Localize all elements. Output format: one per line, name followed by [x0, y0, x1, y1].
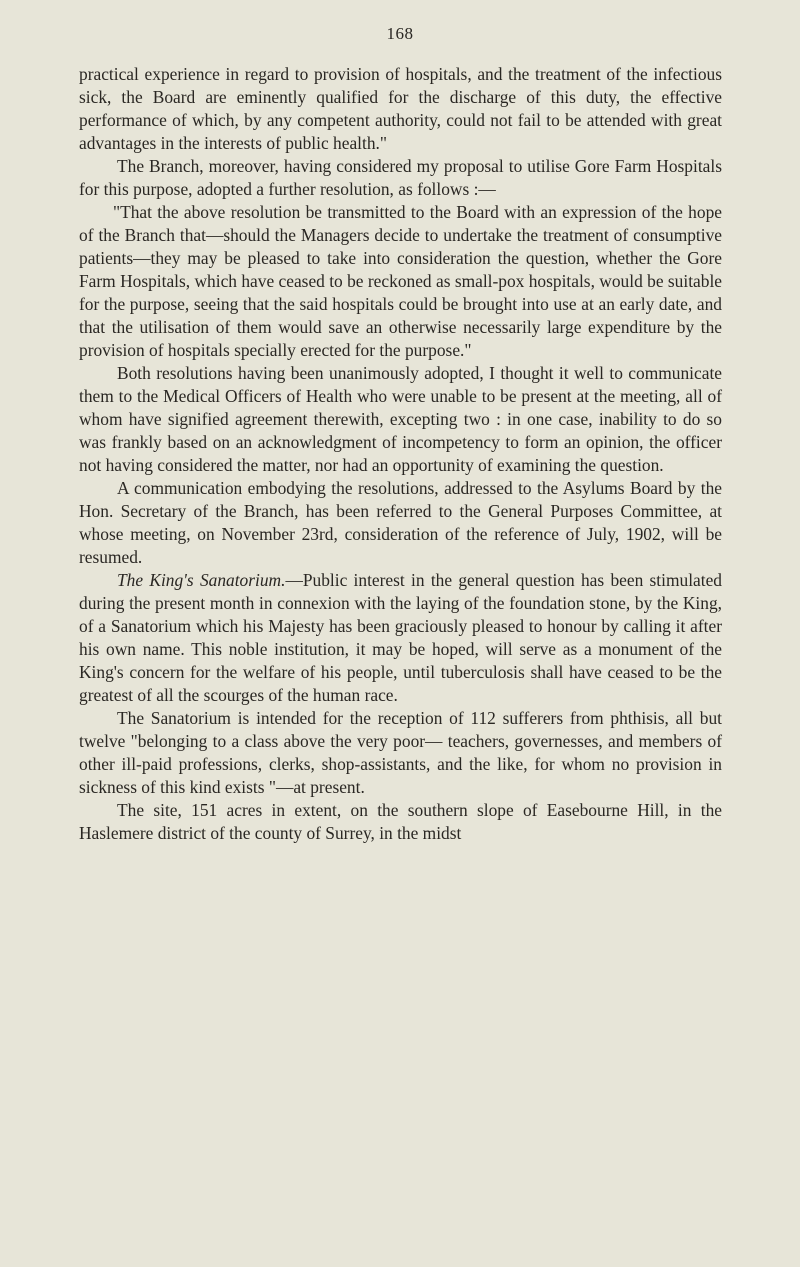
paragraph-kings-sanatorium-text: —Public interest in the general question has been stimulated during the present month in connexion with the laying of the foundation stone, by the King, of a Sanatorium which his Majesty has been graciously pleased to honour by calling it after his own name. This noble institution, it may be hoped, will serve as a monument of the King's concern for the welfare of his people, until tuberculosis shall have ceased to be the greatest of all the scourges of the human race.	[79, 570, 722, 705]
paragraph-resolution-quote: "That the above resolution be transmitted to the Board with an expression of the hope of the Branch that—should the Managers decide to undertake the treatment of consumptive patients—they may be pleased to take into consideration the question, whether the Gore Farm Hospitals, which have ceased to be reckoned as small-pox hospitals, would be suitable for the purpose, seeing that the said hospitals could be brought into use at an early date, and that the utilisation of them would save an otherwise necessarily large expenditure by the provision of hospitals specially erected for the purpose."	[79, 202, 722, 360]
paragraph-continuation: practical experience in regard to provision of hospitals, and the treatment of the infectious sick, the Board are eminently qualified for the discharge of this duty, the effective performance of which, by any competent authority, could not fail to be attended with great advantages in the interests of public health."	[79, 64, 722, 153]
paragraph-resolutions-adopted: Both resolutions having been unanimously adopted, I thought it well to communicate them to the Medical Officers of Health who were unable to be present at the meeting, all of whom have signified agreement therewith, excepting two : in one case, inability to do so was frankly based on an acknowledgment of incompetency to form an opinion, the officer not having considered the matter, nor had an opportunity of examining the question.	[79, 363, 722, 475]
page-number: 168	[386, 24, 414, 43]
paragraph-sanatorium-purpose: The Sanatorium is intended for the reception of 112 sufferers from phthisis, all but twelve "belonging to a class above the very poor— teachers, governesses, and members of other ill-paid professions, clerks, shop-assistants, and the like, for whom no provision in sickness of this kind exists "—at present.	[79, 708, 722, 797]
body-text	[79, 63, 722, 845]
section-heading-kings-sanatorium: The King's Sanatorium.	[117, 570, 286, 590]
paragraph-branch-proposal: The Branch, moreover, having considered my proposal to utilise Gore Farm Hospitals for this purpose, adopted a further resolution, as follows :—	[79, 156, 722, 199]
paragraph-kings-sanatorium	[79, 569, 722, 707]
paragraph-communication: A communication embodying the resolutions, addressed to the Asylums Board by the Hon. Secretary of the Branch, has been referred to the General Purposes Committee, at whose meeting, on November 23rd, consideration of the reference of July, 1902, will be resumed.	[79, 478, 722, 567]
paragraph-site: The site, 151 acres in extent, on the southern slope of Easebourne Hill, in the Haslemere district of the county of Surrey, in the midst	[79, 800, 722, 843]
